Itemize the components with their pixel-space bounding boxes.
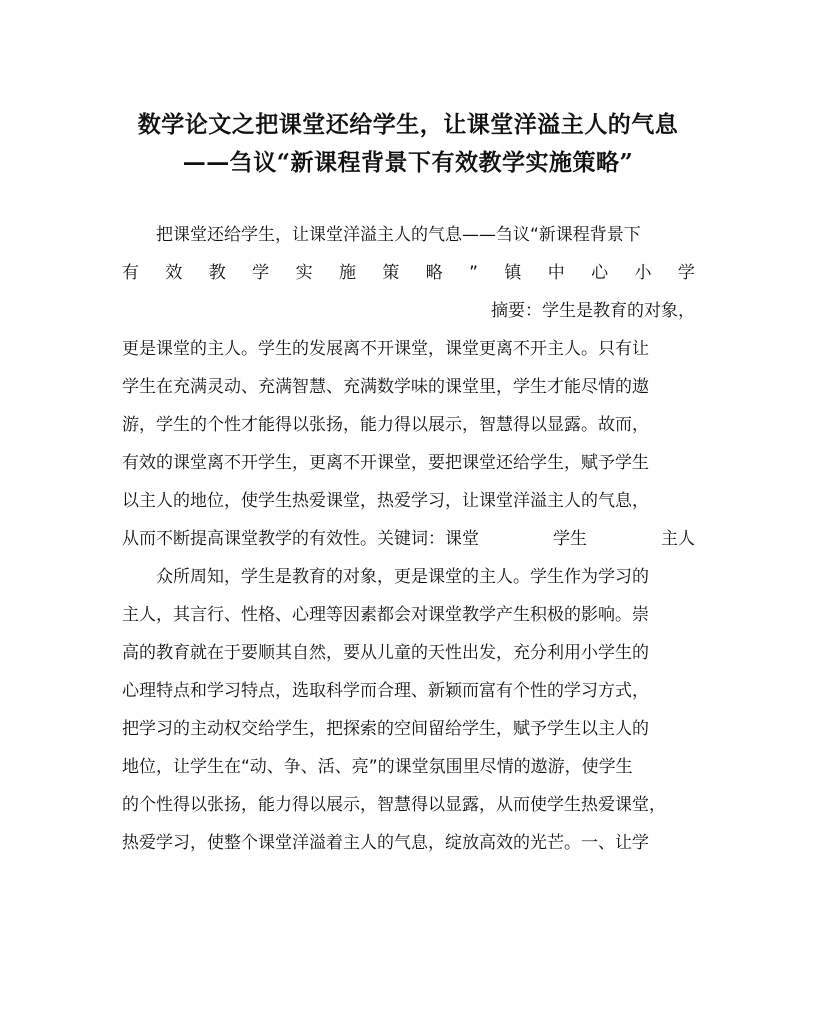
body-line-6: 游，学生的个性才能得以张扬，能力得以展示，智慧得以显露。故而， <box>122 415 649 435</box>
keyword-master: 主人 <box>661 529 695 549</box>
body-char: 实 <box>295 263 313 283</box>
body-char: 镇 <box>504 263 522 283</box>
body-line-2 <box>122 263 695 301</box>
body-line-13: 心理特点和学习特点，选取科学而合理、新颖而富有个性的学习方式， <box>122 681 649 701</box>
body-char: 学 <box>252 263 270 283</box>
body-char: 教 <box>208 263 226 283</box>
body-line-12: 高的教育就在于要顺其自然，要从儿童的天性出发，充分利用小学生的 <box>122 643 649 663</box>
body-line-11: 主人，其言行、性格、心理等因素都会对课堂教学产生积极的影响。崇 <box>122 605 649 625</box>
document-title-line-1: 数学论文之把课堂还给学生，让课堂洋溢主人的气息 <box>137 111 679 138</box>
body-line-8: 以主人的地位，使学生热爱课堂，热爱学习，让课堂洋溢主人的气息， <box>122 491 649 511</box>
body-char: 中 <box>547 263 565 283</box>
body-char: 略 <box>425 263 443 283</box>
body-char: 效 <box>165 263 183 283</box>
body-line-keywords <box>122 529 695 567</box>
body-char: 学 <box>677 263 695 283</box>
body-char: 心 <box>591 263 609 283</box>
body-char: 施 <box>338 263 356 283</box>
body-line-15: 地位，让学生在“动、争、活、亮”的课堂氛围里尽情的遨游，使学生 <box>122 757 633 777</box>
body-char: 小 <box>634 263 652 283</box>
body-line-5: 学生在充满灵动、充满智慧、充满数学味的课堂里，学生才能尽情的遨 <box>122 377 649 397</box>
body-line-1: 把课堂还给学生，让课堂洋溢主人的气息——刍议“新课程背景下 <box>156 225 641 245</box>
body-line-4: 更是课堂的主人。学生的发展离不开课堂，课堂更离不开主人。只有让 <box>122 339 649 359</box>
body-char: 策 <box>382 263 400 283</box>
body-char: ” <box>469 263 478 283</box>
document-title-line-2: ——刍议“新课程背景下有效教学实施策略” <box>182 149 634 176</box>
body-line-abstract: 摘要：学生是教育的对象， <box>491 301 695 321</box>
body-line-16: 的个性得以张扬，能力得以展示，智慧得以显露，从而使学生热爱课堂， <box>122 795 666 815</box>
body-char: 有 <box>122 263 139 283</box>
body-line-14: 把学习的主动权交给学生，把探索的空间留给学生，赋予学生以主人的 <box>122 719 649 739</box>
body-line-7: 有效的课堂离不开学生，更离不开课堂，要把课堂还给学生，赋予学生 <box>122 453 649 473</box>
body-line-10: 众所周知，学生是教育的对象，更是课堂的主人。学生作为学习的 <box>156 567 649 587</box>
document-body <box>122 225 695 871</box>
body-line-17: 热爱学习，使整个课堂洋溢着主人的气息，绽放高效的光芒。一、让学 <box>122 833 649 853</box>
keywords-prefix: 从而不断提高课堂教学的有效性。关键词：课堂 <box>122 529 479 549</box>
keyword-student: 学生 <box>553 529 587 549</box>
